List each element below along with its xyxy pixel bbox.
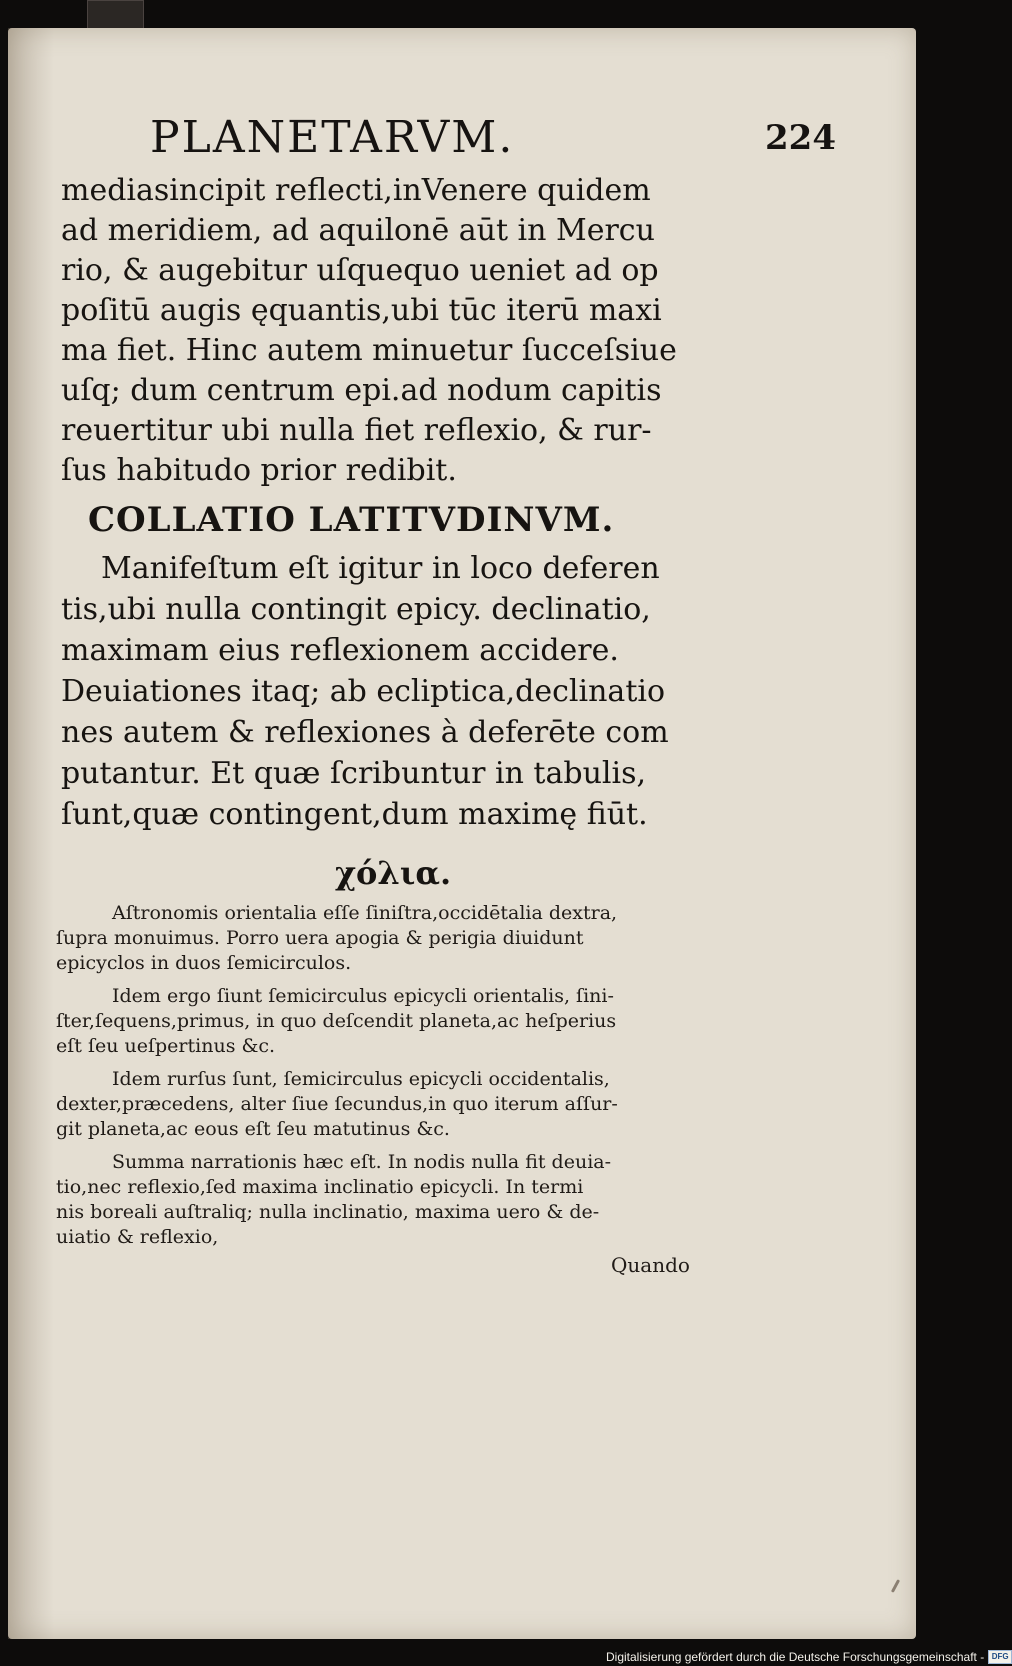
main-text-line: poſitū augis ęquantis,ubi tūc iterū maxi xyxy=(61,293,662,328)
note-paragraph xyxy=(56,984,716,1059)
running-title: PLANETARVM. xyxy=(150,112,515,163)
collatio-text-block xyxy=(61,548,721,835)
main-text-line: mediasincipit reflecti,inVenere quidem xyxy=(61,173,651,208)
note-paragraph xyxy=(56,1150,716,1250)
collatio-text-line: ſunt,quæ contingent,dum maximę fiūt. xyxy=(61,797,648,832)
note-line: epicyclos in duos ſemicirculos. xyxy=(56,952,352,974)
collatio-text-line: tis,ubi nulla contingit epicy. declinatio, xyxy=(61,592,651,627)
main-text-line: ad meridiem, ad aquilonē aūt in Mercu xyxy=(61,213,655,248)
main-text-line: reuertitur ubi nulla fiet reflexio, & rur- xyxy=(61,413,652,448)
main-text-line: ma fiet. Hinc autem minuetur ſucceſsiue xyxy=(61,333,677,368)
scholia-title: χόλια. xyxy=(335,854,452,892)
collatio-text-line: nes autem & reflexiones à deferēte com xyxy=(61,715,669,750)
collatio-text-line: maximam eius reflexionem accidere. xyxy=(61,633,619,668)
collatio-text-line: putantur. Et quæ ſcribuntur in tabulis, xyxy=(61,756,647,791)
collatio-text-line: Manifeſtum eſt igitur in loco deferen xyxy=(101,551,660,586)
scholia-notes xyxy=(56,901,716,1258)
note-line: ſter,ſequens,primus, in quo deſcendit planeta,ac heſperius xyxy=(56,1010,617,1032)
note-line: tio,nec reflexio,ſed maxima inclinatio epicycli. In termi xyxy=(56,1176,584,1198)
binding-tab xyxy=(87,0,144,31)
main-text-block xyxy=(61,171,711,491)
credit-text: Digitalisierung gefördert durch die Deutsche Forschungsgemeinschaft - xyxy=(606,1649,985,1664)
book-page xyxy=(8,28,916,1639)
note-line: Idem rurſus ſunt, ſemicirculus epicycli occidentalis, xyxy=(112,1068,610,1090)
note-line: eſt ſeu ueſpertinus &c. xyxy=(56,1035,276,1057)
collatio-text-line: Deuiationes itaq; ab ecliptica,declinatio xyxy=(61,674,666,709)
page-mark xyxy=(891,1579,900,1593)
dfg-logo-icon: DFG xyxy=(988,1650,1012,1664)
note-line: nis boreali auſtraliq; nulla inclinatio, maxima uero & de- xyxy=(56,1201,600,1223)
main-text-line: rio, & augebitur uſquequo ueniet ad op xyxy=(61,253,659,288)
main-text-line: ſus habitudo prior redibit. xyxy=(61,453,457,488)
main-text-line: uſq; dum centrum epi.ad nodum capitis xyxy=(61,373,662,408)
digitization-credit xyxy=(606,1647,1012,1666)
note-line: Aſtronomis orientalia eſſe ſiniſtra,occidētalia dextra, xyxy=(112,902,618,924)
note-line: Summa narrationis hæc eſt. In nodis nulla fit deuia- xyxy=(112,1151,612,1173)
note-line: uiatio & reflexio, xyxy=(56,1226,219,1248)
note-paragraph xyxy=(56,901,716,976)
note-paragraph xyxy=(56,1067,716,1142)
catchword: Quando xyxy=(611,1253,690,1277)
note-line: git planeta,ac eous eſt ſeu matutinus &c. xyxy=(56,1118,450,1140)
page-header xyxy=(150,112,850,178)
note-line: dexter,præcedens, alter ſiue ſecundus,in quo iterum aſſur- xyxy=(56,1093,618,1115)
note-line: Idem ergo ſiunt ſemicirculus epicycli orientalis, ſini- xyxy=(112,985,614,1007)
page-gutter-shadow xyxy=(8,28,54,1639)
page-number: 224 xyxy=(765,118,836,158)
section-heading: COLLATIO LATITVDINVM. xyxy=(88,500,615,540)
note-line: ſupra monuimus. Porro uera apogia & perigia diuidunt xyxy=(56,927,584,949)
